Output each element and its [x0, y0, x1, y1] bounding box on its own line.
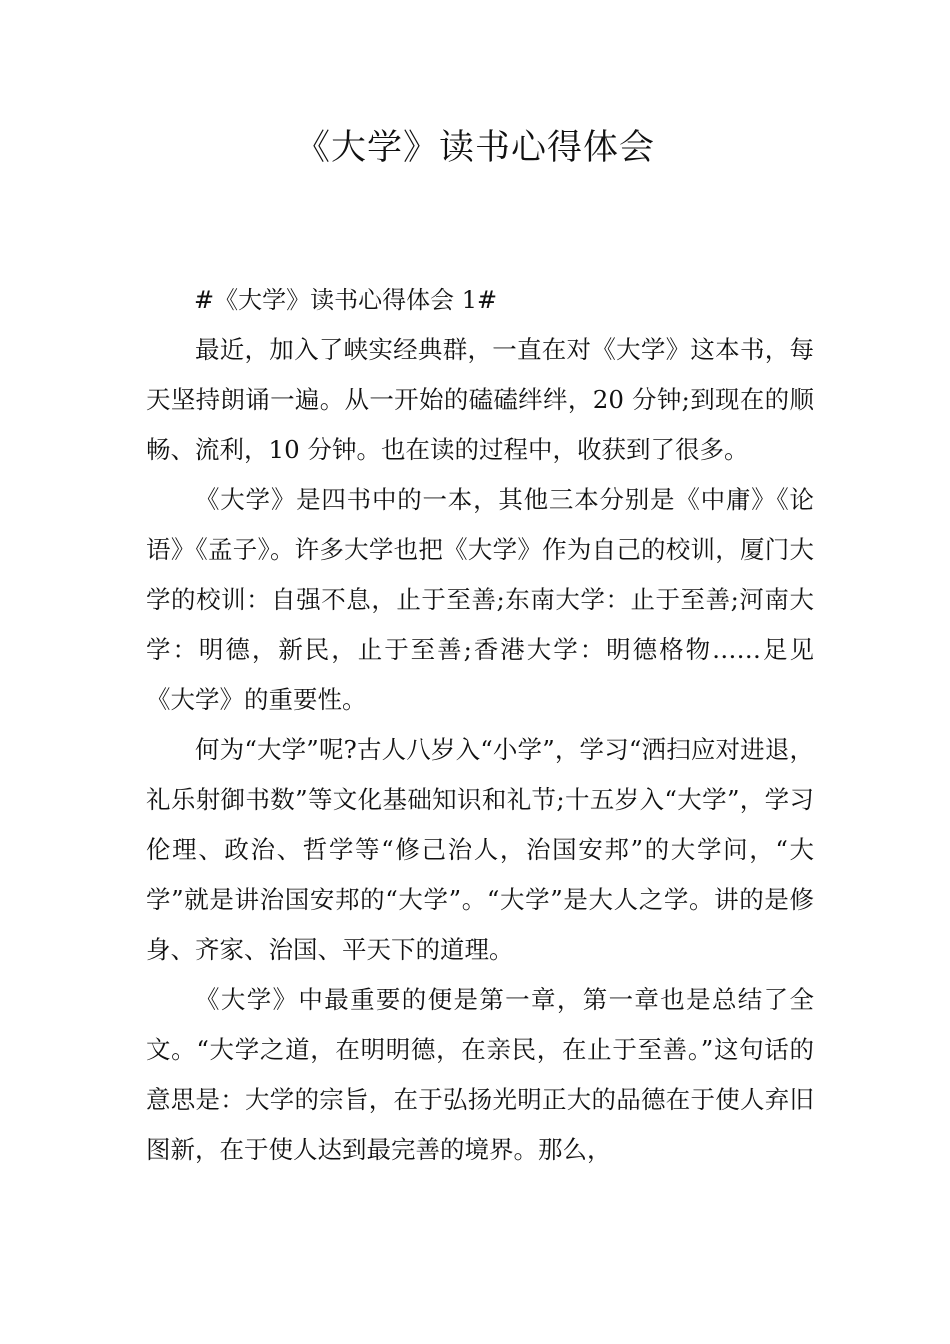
paragraph-3: 何为“大学”呢?古人八岁入“小学”，学习“洒扫应对进退，礼乐射御书数”等文化基础知识和礼节;十五岁入“大学”，学习伦理、政治、哲学等“修己治人，治国安邦”的大学问，“大学”就是讲治国安邦的“大学”。“大学”是大人之学。讲的是修身、齐家、治国、平天下的道理。 [146, 735, 814, 964]
paragraph-1: 最近，加入了峡实经典群，一直在对《大学》这本书，每天坚持朗诵一遍。从一开始的磕磕绊绊，20 分钟;到现在的顺畅、流利，10 分钟。也在读的过程中，收获到了很多。 [146, 335, 814, 464]
paragraph-2: 《大学》是四书中的一本，其他三本分别是《中庸》《论语》《孟子》。许多大学也把《大学》作为自己的校训，厦门大学的校训：自强不息，止于至善;东南大学：止于至善;河南大学：明德，新民，止于至善;香港大学：明德格物……足见《大学》的重要性。 [146, 485, 814, 714]
document-title: 《大学》读书心得体会 [294, 128, 655, 168]
document-body [146, 275, 814, 1175]
paragraph-4: 《大学》中最重要的便是第一章，第一章也是总结了全文。“大学之道，在明明德，在亲民，在止于至善。”这句话的意思是：大学的宗旨，在于弘扬光明正大的品德在于使人弃旧图新，在于使人达到最完善的境界。那么， [146, 985, 814, 1164]
section-heading: #《大学》读书心得体会 1# [194, 286, 498, 314]
